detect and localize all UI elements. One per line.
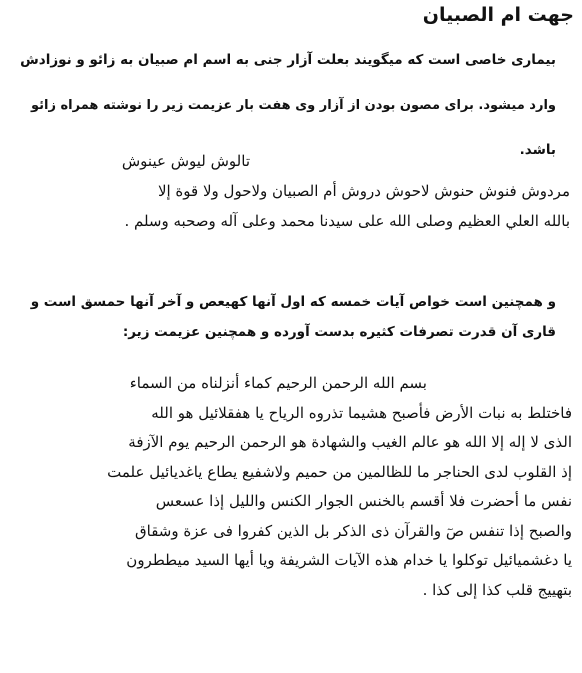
text-line: و همچنین است خواص آیات خمسه که اول آنها کهیعص و آخر آنها حمسق است و: [30, 294, 556, 310]
incantation-line: إذ القلوب لدی الحناجر ما للظالمین من حمیم ولاشفیع یطاع یاغدیائیل علمت: [107, 462, 572, 481]
incantation-line: تالوش لیوش عینوش: [121, 152, 250, 170]
incantation-line: نفس ما أحضرت فلا أقسم بالخنس الجوار الكنس والليل إذا عسعس: [155, 492, 572, 510]
page-title: جهت ام الصبیان: [422, 4, 574, 26]
text-line: بیماری خاصی است که میگویند بعلت آزار جنی به اسم ام صبیان به زائو و نوزادش: [20, 52, 556, 68]
handwritten-incantation-1: [20, 146, 570, 236]
incantation-line: بتهییج قلب كذا إلی كذا .: [422, 580, 572, 599]
second-paragraph: [16, 287, 556, 347]
incantation-line: الذی لا إله إلا الله هو عالم الغیب والشهادة هو الرحمن الرحیم یوم الآزفة: [128, 433, 572, 451]
handwritten-incantation-2: [12, 369, 572, 605]
incantation-line: فاختلط به نبات الأرض فأصبح هشیما تذروه الریاح یا هفقلائیل هو الله: [151, 403, 572, 422]
incantation-line: والصبح إذا تنفس صٓ والقرآن ذی الذكر بل الذین كفروا فی عزة وشقاق: [135, 521, 572, 540]
text-line: قاری آن قدرت تصرفات کثیره بدست آورده و همچنین عزیمت زیر:: [122, 324, 556, 340]
incantation-line: مردوش فنوش حنوش لاحوش دروش أم الصبیان ولاحول ولا قوة إلا: [157, 182, 570, 200]
incantation-line: بالله العلي العظیم وصلى الله علی سیدنا محمد وعلی آله وصحبه وسلم .: [124, 212, 570, 230]
text-line: باشد.: [519, 142, 556, 158]
text-line: وارد میشود. برای مصون بودن از آزار وی هفت بار عزیمت زیر را نوشته همراه زائو: [30, 98, 556, 113]
incantation-line: یا دغشمیائیل توكلوا یا خدام هذه الآیات الشریفة ویا أیها السید میططرون: [126, 551, 572, 569]
incantation-line: بسم الله الرحمن الرحیم كماء أنزلناه من السماء: [129, 374, 427, 392]
